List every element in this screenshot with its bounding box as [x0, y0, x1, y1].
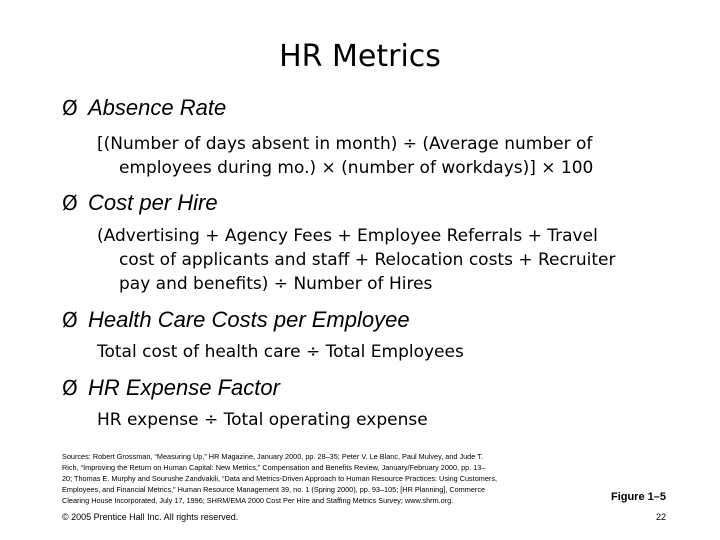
bullet-heading: Health Care Costs per Employee	[88, 307, 410, 332]
bullet-health-care-costs	[62, 308, 410, 332]
formula-health-care-costs	[97, 341, 464, 365]
arrow-bullet-icon: Ø	[62, 308, 78, 332]
formula-line: pay and benefits) ÷ Number of Hires	[119, 273, 433, 294]
formula-cost-per-hire	[97, 225, 615, 296]
copyright-notice: © 2005 Prentice Hall Inc. All rights reserved.	[62, 512, 239, 522]
formula-absence-rate	[97, 133, 593, 181]
sources-line: Employees, and Financial Metrics,” Human Resource Management 39, no. 1 (Spring 2000), pp. 93–105; [HR Planning], Commerce	[62, 484, 486, 494]
sources-line: Clearing House Incorporated, July 17, 1996; SHRM/EMA 2000 Cost Per Hire and Staffing Metrics Survey; www.shrm.org.	[62, 495, 454, 505]
sources-note	[62, 452, 607, 507]
formula-line: employees during mo.) × (number of workdays)] × 100	[119, 157, 594, 178]
formula-line: cost of applicants and staff + Relocation costs + Recruiter	[119, 249, 616, 270]
page-number: 22	[655, 512, 666, 522]
formula-hr-expense-factor	[97, 409, 428, 433]
sources-line: Sources: Robert Grossman, “Measuring Up,” HR Magazine, January 2000, pp. 28–35; Peter V. Le Blanc, Paul Mulvey, and Jude T.	[62, 452, 483, 461]
sources-line: Rich, “Improving the Return on Human Capital: New Metrics,” Compensation and Benefits Review, January/February 2000, pp. 13–	[62, 462, 486, 472]
formula-line: (Advertising + Agency Fees + Employee Referrals + Travel	[97, 226, 598, 246]
arrow-bullet-icon: Ø	[62, 191, 78, 215]
slide-title: HR Metrics	[279, 39, 441, 74]
bullet-hr-expense-factor	[62, 376, 280, 400]
bullet-heading: Cost per Hire	[88, 190, 218, 215]
bullet-heading: HR Expense Factor	[88, 375, 280, 400]
bullet-cost-per-hire	[62, 191, 218, 215]
formula-line: [(Number of days absent in month) ÷ (Average number of	[97, 134, 593, 154]
formula-line: Total cost of health care ÷ Total Employees	[97, 342, 464, 362]
arrow-bullet-icon: Ø	[62, 96, 78, 120]
sources-line: 20; Thomas E. Murphy and Sourushe Zandvakili, “Data and Metrics-Driven Approach to Human Resource Practices: Using Customers,	[62, 473, 498, 483]
formula-line: HR expense ÷ Total operating expense	[97, 410, 428, 430]
bullet-absence-rate	[62, 96, 226, 120]
figure-label: Figure 1–5	[610, 491, 666, 503]
arrow-bullet-icon: Ø	[62, 376, 78, 400]
bullet-heading: Absence Rate	[88, 95, 227, 120]
